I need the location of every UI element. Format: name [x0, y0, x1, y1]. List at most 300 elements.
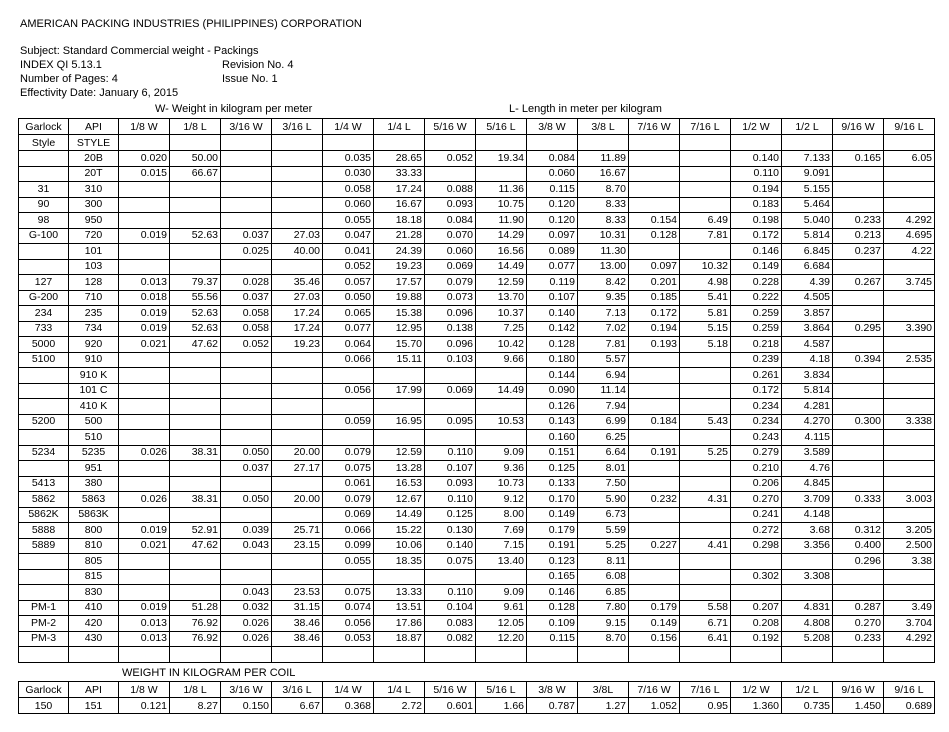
- value-cell: [527, 647, 578, 663]
- garlock-style-cell: 5889: [19, 538, 69, 554]
- value-cell: 2.535: [884, 352, 935, 368]
- value-cell: 0.097: [629, 259, 680, 275]
- value-cell: 7.133: [782, 151, 833, 167]
- value-cell: [476, 430, 527, 446]
- value-cell: [323, 368, 374, 384]
- value-cell: 0.233: [833, 631, 884, 647]
- effectivity-date: Effectivity Date: January 6, 2015: [20, 87, 179, 99]
- value-cell: 0.787: [527, 698, 578, 714]
- value-cell: [833, 197, 884, 213]
- value-cell: 0.298: [731, 538, 782, 554]
- value-cell: 50.00: [170, 151, 221, 167]
- value-cell: [272, 151, 323, 167]
- table-row: [19, 228, 935, 244]
- table-row: [19, 414, 935, 430]
- value-cell: [884, 399, 935, 415]
- value-cell: 8.33: [578, 213, 629, 229]
- value-cell: 17.24: [374, 182, 425, 198]
- value-cell: [221, 414, 272, 430]
- column-header: 7/16 L: [680, 682, 731, 698]
- value-cell: 5.15: [680, 321, 731, 337]
- value-cell: 3.864: [782, 321, 833, 337]
- api-style-cell: 101 C: [69, 383, 119, 399]
- api-style-cell: 5863K: [69, 507, 119, 523]
- column-header: 3/16 W: [221, 119, 272, 135]
- value-cell: 0.144: [527, 368, 578, 384]
- value-cell: 13.00: [578, 259, 629, 275]
- column-header: 9/16 W: [833, 682, 884, 698]
- value-cell: 6.67: [272, 698, 323, 714]
- api-style-cell: 950: [69, 213, 119, 229]
- value-cell: 0.110: [425, 492, 476, 508]
- value-cell: 0.234: [731, 399, 782, 415]
- column-header: 3/8L: [578, 682, 629, 698]
- value-cell: 6.73: [578, 507, 629, 523]
- column-header: 7/16 W: [629, 119, 680, 135]
- api-style-cell: 128: [69, 275, 119, 291]
- value-cell: 12.59: [476, 275, 527, 291]
- table-row: [19, 259, 935, 275]
- api-style-cell: 300: [69, 197, 119, 213]
- value-cell: 0.025: [221, 244, 272, 260]
- value-cell: [884, 383, 935, 399]
- column-header: 1/4 L: [374, 682, 425, 698]
- value-cell: 0.070: [425, 228, 476, 244]
- value-cell: 6.49: [680, 213, 731, 229]
- value-cell: 0.018: [119, 290, 170, 306]
- column-header: 3/8 L: [578, 119, 629, 135]
- value-cell: [680, 569, 731, 585]
- value-cell: [884, 368, 935, 384]
- value-cell: 13.51: [374, 600, 425, 616]
- value-cell: 12.20: [476, 631, 527, 647]
- value-cell: 0.093: [425, 476, 476, 492]
- value-cell: 20.00: [272, 492, 323, 508]
- value-cell: 0.061: [323, 476, 374, 492]
- value-cell: 0.079: [425, 275, 476, 291]
- value-cell: 5.814: [782, 383, 833, 399]
- value-cell: 0.021: [119, 337, 170, 353]
- value-cell: 0.074: [323, 600, 374, 616]
- value-cell: [833, 647, 884, 663]
- value-cell: [578, 647, 629, 663]
- value-cell: 0.069: [425, 383, 476, 399]
- value-cell: [272, 259, 323, 275]
- value-cell: 11.90: [476, 213, 527, 229]
- value-cell: 3.589: [782, 445, 833, 461]
- value-cell: 0.241: [731, 507, 782, 523]
- value-cell: 0.194: [731, 182, 782, 198]
- table-row: [19, 383, 935, 399]
- value-cell: 4.831: [782, 600, 833, 616]
- value-cell: 0.052: [425, 151, 476, 167]
- value-cell: 5.43: [680, 414, 731, 430]
- value-cell: 3.745: [884, 275, 935, 291]
- value-cell: [170, 585, 221, 601]
- value-cell: 7.25: [476, 321, 527, 337]
- value-cell: [425, 569, 476, 585]
- value-cell: 38.46: [272, 616, 323, 632]
- garlock-style-cell: [19, 430, 69, 446]
- value-cell: 9.36: [476, 461, 527, 477]
- value-cell: 3.857: [782, 306, 833, 322]
- value-cell: 14.49: [476, 383, 527, 399]
- value-cell: 0.084: [425, 213, 476, 229]
- value-cell: 0.233: [833, 213, 884, 229]
- value-cell: 5.155: [782, 182, 833, 198]
- value-cell: [170, 182, 221, 198]
- api-style-cell: 800: [69, 523, 119, 539]
- value-cell: 0.267: [833, 275, 884, 291]
- value-cell: 0.075: [323, 461, 374, 477]
- value-cell: 6.64: [578, 445, 629, 461]
- value-cell: 15.70: [374, 337, 425, 353]
- value-cell: 0.099: [323, 538, 374, 554]
- column-subheader: [170, 135, 221, 151]
- value-cell: 0.172: [629, 306, 680, 322]
- value-cell: 0.120: [527, 197, 578, 213]
- value-cell: 19.34: [476, 151, 527, 167]
- value-cell: 0.077: [323, 321, 374, 337]
- value-cell: 0.047: [323, 228, 374, 244]
- value-cell: 0.097: [527, 228, 578, 244]
- value-cell: 16.95: [374, 414, 425, 430]
- value-cell: 0.191: [527, 538, 578, 554]
- value-cell: [170, 554, 221, 570]
- value-cell: [170, 352, 221, 368]
- value-cell: [833, 445, 884, 461]
- value-cell: 27.17: [272, 461, 323, 477]
- value-cell: [680, 476, 731, 492]
- garlock-style-cell: G-100: [19, 228, 69, 244]
- value-cell: [629, 182, 680, 198]
- value-cell: [374, 368, 425, 384]
- value-cell: 0.125: [527, 461, 578, 477]
- value-cell: [833, 507, 884, 523]
- value-cell: 0.075: [425, 554, 476, 570]
- value-cell: [731, 647, 782, 663]
- length-legend: L- Length in meter per kilogram: [509, 103, 662, 115]
- value-cell: 0.084: [527, 151, 578, 167]
- value-cell: [833, 461, 884, 477]
- value-cell: [374, 399, 425, 415]
- value-cell: 0.126: [527, 399, 578, 415]
- value-cell: [272, 476, 323, 492]
- garlock-style-cell: 31: [19, 182, 69, 198]
- value-cell: 0.093: [425, 197, 476, 213]
- table-row: [19, 290, 935, 306]
- value-cell: 0.028: [221, 275, 272, 291]
- table-row: [19, 461, 935, 477]
- table-row: [19, 616, 935, 632]
- column-subheader: Style: [19, 135, 69, 151]
- garlock-style-cell: 5000: [19, 337, 69, 353]
- index-number: INDEX QI 5.13.1: [20, 59, 102, 71]
- value-cell: [680, 461, 731, 477]
- value-cell: 9.091: [782, 166, 833, 182]
- value-cell: 10.31: [578, 228, 629, 244]
- value-cell: 0.227: [629, 538, 680, 554]
- value-cell: 0.079: [323, 445, 374, 461]
- value-cell: [119, 414, 170, 430]
- value-cell: 0.030: [323, 166, 374, 182]
- value-cell: 13.33: [374, 585, 425, 601]
- value-cell: 0.041: [323, 244, 374, 260]
- value-cell: 51.28: [170, 600, 221, 616]
- value-cell: 14.29: [476, 228, 527, 244]
- value-cell: 76.92: [170, 631, 221, 647]
- value-cell: [119, 476, 170, 492]
- value-cell: [629, 352, 680, 368]
- value-cell: 0.019: [119, 228, 170, 244]
- value-cell: 17.86: [374, 616, 425, 632]
- api-style-cell: 410 K: [69, 399, 119, 415]
- value-cell: [170, 197, 221, 213]
- column-header: 1/8 W: [119, 119, 170, 135]
- issue-number: Issue No. 1: [222, 73, 278, 85]
- value-cell: 0.115: [527, 182, 578, 198]
- value-cell: 7.13: [578, 306, 629, 322]
- value-cell: [119, 507, 170, 523]
- value-cell: 4.270: [782, 414, 833, 430]
- value-cell: 0.165: [527, 569, 578, 585]
- value-cell: 0.207: [731, 600, 782, 616]
- api-style-cell: 410: [69, 600, 119, 616]
- value-cell: 0.121: [119, 698, 170, 714]
- value-cell: [119, 399, 170, 415]
- value-cell: 17.57: [374, 275, 425, 291]
- value-cell: 7.15: [476, 538, 527, 554]
- api-style-cell: 810: [69, 538, 119, 554]
- value-cell: [170, 430, 221, 446]
- value-cell: [629, 399, 680, 415]
- value-cell: 15.11: [374, 352, 425, 368]
- api-style-cell: 805: [69, 554, 119, 570]
- value-cell: 38.46: [272, 631, 323, 647]
- value-cell: 4.115: [782, 430, 833, 446]
- value-cell: [680, 399, 731, 415]
- value-cell: [476, 647, 527, 663]
- value-cell: [221, 182, 272, 198]
- value-cell: [476, 569, 527, 585]
- value-cell: 18.18: [374, 213, 425, 229]
- value-cell: 4.41: [680, 538, 731, 554]
- api-style-cell: 430: [69, 631, 119, 647]
- value-cell: 1.66: [476, 698, 527, 714]
- value-cell: [680, 430, 731, 446]
- value-cell: 0.149: [629, 616, 680, 632]
- garlock-style-cell: [19, 166, 69, 182]
- value-cell: 19.88: [374, 290, 425, 306]
- value-cell: 79.37: [170, 275, 221, 291]
- value-cell: [884, 647, 935, 663]
- value-cell: [272, 414, 323, 430]
- value-cell: [119, 182, 170, 198]
- value-cell: 0.333: [833, 492, 884, 508]
- value-cell: [221, 554, 272, 570]
- value-cell: 52.63: [170, 321, 221, 337]
- value-cell: 0.142: [527, 321, 578, 337]
- value-cell: 0.090: [527, 383, 578, 399]
- column-subheader: [425, 135, 476, 151]
- value-cell: 4.505: [782, 290, 833, 306]
- value-cell: 0.019: [119, 600, 170, 616]
- value-cell: 0.146: [731, 244, 782, 260]
- value-cell: 0.270: [833, 616, 884, 632]
- garlock-style-cell: [19, 569, 69, 585]
- value-cell: [731, 554, 782, 570]
- value-cell: 0.179: [527, 523, 578, 539]
- value-cell: [884, 166, 935, 182]
- value-cell: [170, 368, 221, 384]
- value-cell: [629, 569, 680, 585]
- value-cell: [884, 476, 935, 492]
- value-cell: 27.03: [272, 290, 323, 306]
- value-cell: 0.218: [731, 337, 782, 353]
- garlock-style-cell: 5862: [19, 492, 69, 508]
- value-cell: 0.133: [527, 476, 578, 492]
- value-cell: [680, 352, 731, 368]
- header-row: [19, 682, 935, 698]
- value-cell: 0.146: [527, 585, 578, 601]
- value-cell: 0.128: [527, 600, 578, 616]
- value-cell: 0.095: [425, 414, 476, 430]
- value-cell: 0.130: [425, 523, 476, 539]
- value-cell: [680, 368, 731, 384]
- value-cell: 3.38: [884, 554, 935, 570]
- value-cell: 0.043: [221, 538, 272, 554]
- garlock-style-cell: PM-3: [19, 631, 69, 647]
- value-cell: [731, 585, 782, 601]
- value-cell: [221, 430, 272, 446]
- api-style-cell: 20T: [69, 166, 119, 182]
- value-cell: [680, 507, 731, 523]
- value-cell: [884, 585, 935, 601]
- value-cell: 3.709: [782, 492, 833, 508]
- value-cell: [680, 182, 731, 198]
- value-cell: [374, 569, 425, 585]
- value-cell: 0.140: [527, 306, 578, 322]
- column-subheader: [680, 135, 731, 151]
- value-cell: [629, 461, 680, 477]
- value-cell: 0.077: [527, 259, 578, 275]
- value-cell: [170, 647, 221, 663]
- value-cell: [833, 569, 884, 585]
- value-cell: [272, 430, 323, 446]
- garlock-style-cell: 5234: [19, 445, 69, 461]
- value-cell: 0.107: [425, 461, 476, 477]
- table-row: [19, 600, 935, 616]
- garlock-style-cell: [19, 259, 69, 275]
- api-style-cell: 920: [69, 337, 119, 353]
- subheader-row: [19, 135, 935, 151]
- column-header: 9/16 L: [884, 119, 935, 135]
- column-subheader: [578, 135, 629, 151]
- value-cell: [629, 244, 680, 260]
- value-cell: [221, 259, 272, 275]
- api-style-cell: 910 K: [69, 368, 119, 384]
- value-cell: 3.003: [884, 492, 935, 508]
- value-cell: 0.222: [731, 290, 782, 306]
- value-cell: [629, 523, 680, 539]
- value-cell: [272, 166, 323, 182]
- value-cell: [884, 306, 935, 322]
- value-cell: 0.210: [731, 461, 782, 477]
- value-cell: [680, 554, 731, 570]
- value-cell: [221, 151, 272, 167]
- value-cell: 12.67: [374, 492, 425, 508]
- column-header: 1/8 L: [170, 119, 221, 135]
- company-name: AMERICAN PACKING INDUSTRIES (PHILIPPINES) CORPORATION: [20, 18, 362, 30]
- value-cell: 8.27: [170, 698, 221, 714]
- value-cell: [629, 368, 680, 384]
- value-cell: 3.205: [884, 523, 935, 539]
- subject-line: Subject: Standard Commercial weight - Packings: [20, 45, 259, 57]
- value-cell: [119, 352, 170, 368]
- value-cell: 6.845: [782, 244, 833, 260]
- value-cell: [221, 383, 272, 399]
- value-cell: 4.845: [782, 476, 833, 492]
- value-cell: 0.394: [833, 352, 884, 368]
- value-cell: 0.170: [527, 492, 578, 508]
- column-header: 3/8 W: [527, 119, 578, 135]
- table-row: [19, 275, 935, 291]
- value-cell: 0.208: [731, 616, 782, 632]
- weight-legend: W- Weight in kilogram per meter: [155, 103, 313, 115]
- column-header: 5/16 L: [476, 682, 527, 698]
- garlock-style-cell: [19, 461, 69, 477]
- value-cell: 19.23: [374, 259, 425, 275]
- table-row: [19, 368, 935, 384]
- value-cell: 16.67: [374, 197, 425, 213]
- column-header: 1/2 W: [731, 119, 782, 135]
- garlock-style-cell: G-200: [19, 290, 69, 306]
- value-cell: 0.110: [731, 166, 782, 182]
- garlock-style-cell: PM-2: [19, 616, 69, 632]
- table-row: [19, 213, 935, 229]
- value-cell: 0.125: [425, 507, 476, 523]
- value-cell: [782, 554, 833, 570]
- value-cell: [629, 151, 680, 167]
- value-cell: 1.450: [833, 698, 884, 714]
- value-cell: [272, 182, 323, 198]
- table-row: [19, 244, 935, 260]
- value-cell: 0.089: [527, 244, 578, 260]
- value-cell: 12.05: [476, 616, 527, 632]
- value-cell: 0.020: [119, 151, 170, 167]
- value-cell: 6.05: [884, 151, 935, 167]
- value-cell: 5.25: [578, 538, 629, 554]
- value-cell: [629, 430, 680, 446]
- value-cell: 11.30: [578, 244, 629, 260]
- value-cell: 0.073: [425, 290, 476, 306]
- value-cell: 9.61: [476, 600, 527, 616]
- garlock-style-cell: 98: [19, 213, 69, 229]
- value-cell: 0.037: [221, 290, 272, 306]
- value-cell: [425, 430, 476, 446]
- value-cell: 0.295: [833, 321, 884, 337]
- value-cell: [629, 476, 680, 492]
- value-cell: [323, 569, 374, 585]
- value-cell: 0.184: [629, 414, 680, 430]
- value-cell: 8.00: [476, 507, 527, 523]
- column-subheader: [272, 135, 323, 151]
- garlock-style-cell: 733: [19, 321, 69, 337]
- value-cell: 9.09: [476, 445, 527, 461]
- value-cell: [782, 585, 833, 601]
- value-cell: 6.85: [578, 585, 629, 601]
- table-row: [19, 523, 935, 539]
